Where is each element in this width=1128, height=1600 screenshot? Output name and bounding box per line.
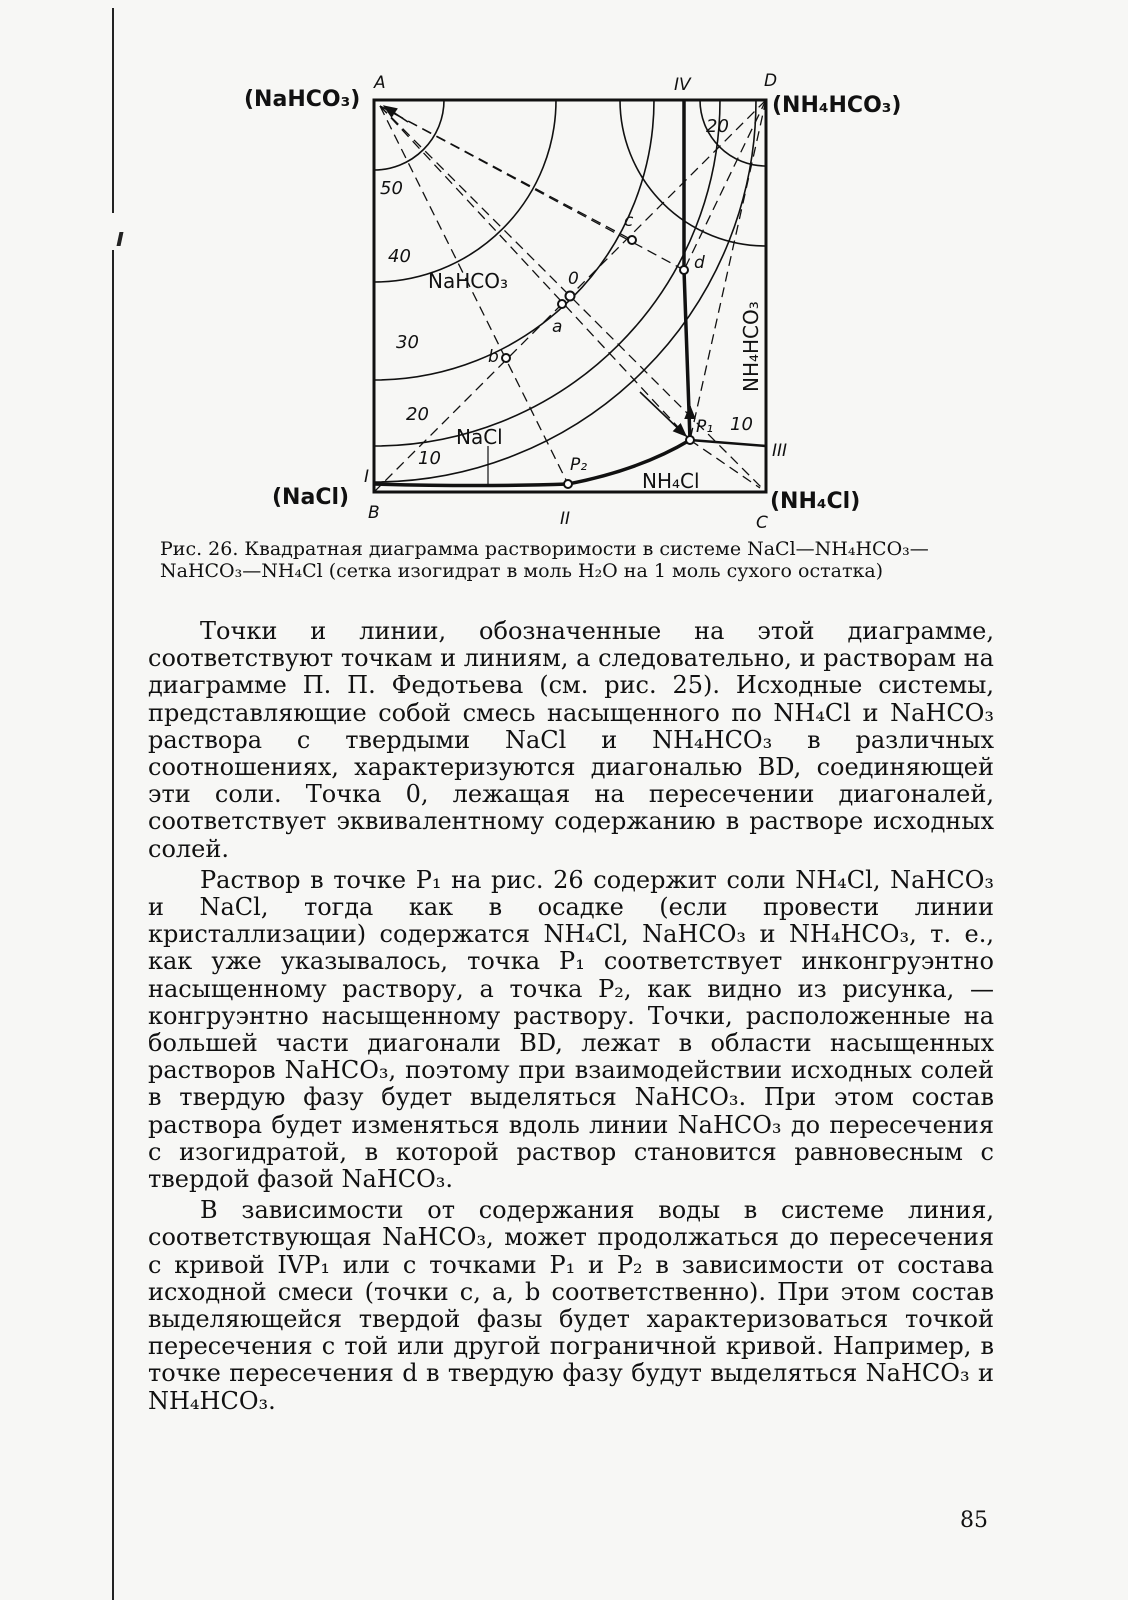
label-p1: P₁ — [696, 417, 714, 437]
label-o: 0 — [568, 269, 579, 289]
label-nh4hco3-corner: (NH₄HCO₃) — [772, 93, 902, 118]
body-text — [148, 618, 994, 1415]
solubility-diagram — [0, 0, 1128, 540]
ray-a-c — [380, 106, 632, 240]
field-nacl: NaCl — [456, 425, 503, 449]
paragraph: В зависимости от содержания воды в системе линия, соответствующая NaHCO₃, может продолжаться до пересечения с кривой IVP₁ или с точками P₁ и P₂ в зависимости от состава исходной смеси (точки c, a, b соответственно). При этом состав выделяющейся твердой фазы будет характеризоваться точкой пересечения с той или другой пограничной кривой. Например, в точке пересечения d в твердую фазу будут выделяться NaHCO₃ и NH₄HCO₃. — [148, 1196, 994, 1415]
isohydrate-label-d20: 20 — [706, 116, 729, 137]
label-a: a — [552, 317, 563, 337]
label-c: c — [624, 211, 634, 231]
label-nh4cl-corner: (NH₄Cl) — [770, 489, 861, 514]
corner-d: D — [764, 71, 778, 91]
label-nacl-corner: (NaCl) — [272, 485, 350, 510]
label-p2: P₂ — [570, 455, 588, 475]
field-nh4cl: NH₄Cl — [642, 469, 700, 493]
arrow-to-p1 — [640, 392, 686, 436]
corner-c: C — [756, 513, 768, 533]
label-d: d — [694, 253, 705, 273]
isohydrate-label-40: 40 — [388, 246, 411, 267]
point-p1 — [686, 436, 694, 444]
label-b: b — [488, 347, 499, 367]
arrow-a — [384, 106, 408, 122]
point-a — [558, 300, 566, 308]
figure-caption: Рис. 26. Квадратная диаграмма растворимости в системе NaCl—NH₄HCO₃—NaHCO₃—NH₄Cl (сетка изогидрат в моль H₂O на 1 моль сухого остатка) — [160, 538, 929, 582]
field-nh4hco3: NH₄HCO₃ — [739, 301, 763, 392]
ray-p1-c — [690, 440, 760, 488]
field-nahco3: NaHCO₃ — [428, 269, 508, 293]
point-b — [502, 354, 510, 362]
isohydrate-label-10: 10 — [418, 448, 441, 469]
corner-b: B — [368, 503, 380, 523]
roman-i: I — [364, 467, 370, 487]
corner-a: A — [374, 73, 386, 93]
boundary-p1-iii — [690, 440, 766, 446]
roman-ii: II — [560, 509, 571, 529]
isohydrate-label-50: 50 — [380, 178, 403, 199]
ray-a-p1 — [380, 106, 690, 440]
point-d — [680, 266, 688, 274]
label-nahco3-corner: (NaHCO₃) — [244, 87, 361, 112]
paragraph: Раствор в точке P₁ на рис. 26 содержит соли NH₄Cl, NaHCO₃ и NaCl, тогда как в осадке (если провести линии кристаллизации) содержатся NH₄Cl, NaHCO₃ и NH₄HCO₃, т. е., как уже указывалось, точка P₁ соответствует инконгруэнтно насыщенному раствору, а точка P₂, как видно из рисунка, — конгруэнтно насыщенному раствору. Точки, расположенные на большей части диагонали BD, лежат в области насыщенных растворов NaHCO₃, поэтому при взаимодействии исходных солей в твердую фазу будет выделяться NaHCO₃. При этом состав раствора будет изменяться вдоль линии NaHCO₃ до пересечения с изогидратой, в которой раствор становится равновесным с твердой фазой NaHCO₃. — [148, 865, 994, 1194]
roman-iii: III — [772, 441, 788, 461]
paragraph: Точки и линии, обозначенные на этой диаграмме, соответствуют точкам и линиям, а следовательно, и растворам на диаграмме П. П. Федотьева (см. рис. 25). Исходные системы, представляющие собой смесь насыщенного по NH₄Cl и NaHCO₃ раствора с твердыми NaCl и NH₄HCO₃ в различных соотношениях, характеризуются диагональю BD, соединяющей эти соли. Точка 0, лежащая на пересечении диагоналей, соответствует эквивалентному содержанию в растворе исходных солей. — [148, 617, 994, 863]
point-p2 — [564, 480, 572, 488]
isohydrate-label-30: 30 — [396, 332, 419, 353]
ray-a-d — [380, 106, 684, 270]
isohydrate-label-20: 20 — [406, 404, 429, 425]
page-number: 85 — [960, 1508, 988, 1533]
point-c — [628, 236, 636, 244]
isohydrate-label-d10: 10 — [730, 414, 753, 435]
point-o — [566, 292, 575, 301]
roman-iv: IV — [674, 75, 691, 95]
